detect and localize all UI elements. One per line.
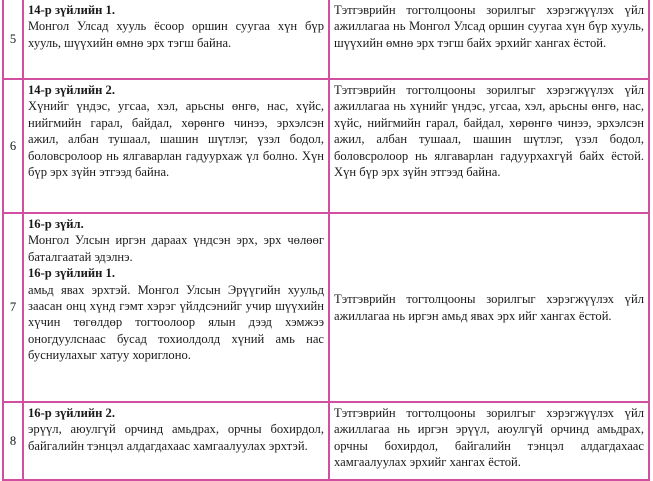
table-row (2, 0, 650, 80)
article-heading: 14-р зүйлийн 1. (28, 3, 115, 17)
article-text: эрүүл, аюулгүй орчинд амьдрах, орчны бохирдол, байгалийн тэнцэл алдагдахаас хамгаалуулах эрхтэй. (28, 422, 324, 453)
constitution-cell (24, 0, 330, 80)
constitution-cell (24, 214, 330, 403)
constitution-cell (24, 403, 330, 481)
row-number: 5 (2, 0, 24, 80)
article-subheading: 16-р зүйлийн 1. (28, 266, 115, 281)
table-row (2, 403, 650, 481)
row-number: 7 (2, 214, 24, 403)
requirement-cell: Тэтгэврийн тогтолцооны зорилгыг хэрэгжүүлэх үйл ажиллагаа нь хүнийг үндэс, угсаа, хэл, арьсны өнгө, нас, хүйс, нийгмийн гарал, байдал, хөрөнгө чинээ, эрхэлсэн ажил, албан тушаал, шашин шүтлэг, үзэл бодол, боловсролоор нь ялгаварлан гадуурхахгүй байх ёстой. Хүн бүр эрх зүйн этгээд байна. (330, 80, 650, 214)
article-text: Монгол Улсад хууль ёсоор оршин суугаа хүн бүр хууль, шүүхийн өмнө эрх тэгш байна. (28, 19, 324, 50)
constitution-cell (24, 80, 330, 214)
requirement-cell: Тэтгэврийн тогтолцооны зорилгыг хэрэгжүүлэх үйл ажиллагаа нь иргэн амьд явах эрх ийг хангах ёстой. (330, 214, 650, 403)
row-number: 8 (2, 403, 24, 481)
requirement-cell: Тэтгэврийн тогтолцооны зорилгыг хэрэгжүүлэх үйл ажиллагаа нь Монгол Улсад оршин суугаа хүн бүр хууль, шүүхийн өмнө эрх тэгш байх эрхийг хангах ёстой. (330, 0, 650, 80)
article-text: Монгол Улсын иргэн дараах үндсэн эрх, эрх чөлөөг баталгаатай эдэлнэ. (28, 233, 324, 264)
table-row (2, 214, 650, 403)
article-heading: 16-р зүйл. (28, 217, 84, 231)
table-row (2, 80, 650, 214)
row-number: 6 (2, 80, 24, 214)
article-text: Хүнийг үндэс, угсаа, хэл, арьсны өнгө, нас, хүйс, нийгмийн гарал, байдал, хөрөнгө чинээ, эрхэлсэн ажил, албан тушаал, шашин шүтлэг, үзэл бодол, боловсролоор нь ялгаварлан гадуурхаж үл болно. Хүн бүр эрх зүйн этгээд байна. (28, 99, 324, 180)
article-subtext: амьд явах эрхтэй. Монгол Улсын Эрүүгийн хуульд заасан онц хүнд гэмт хэрэг үйлдсэнийг учир шүүхийн хүчин төгөлдөр тогтоолоор ялын дээд хэмжээ оногдуулснаас бусад тохиолдолд хүний амь нас бусниулахыг хатуу хориглоно. (28, 282, 324, 363)
comparison-table (2, 0, 650, 481)
requirement-cell: Тэтгэврийн тогтолцооны зорилгыг хэрэгжүүлэх үйл ажиллагаа нь иргэн эрүүл, аюулгүй орчинд амьдрах, орчны бохирдол, байгалийн тэнцэл алдагдахаас хамгаалуулах эрхийг хангах ёстой. (330, 403, 650, 481)
article-heading: 16-р зүйлийн 2. (28, 406, 115, 420)
article-heading: 14-р зүйлийн 2. (28, 83, 115, 97)
